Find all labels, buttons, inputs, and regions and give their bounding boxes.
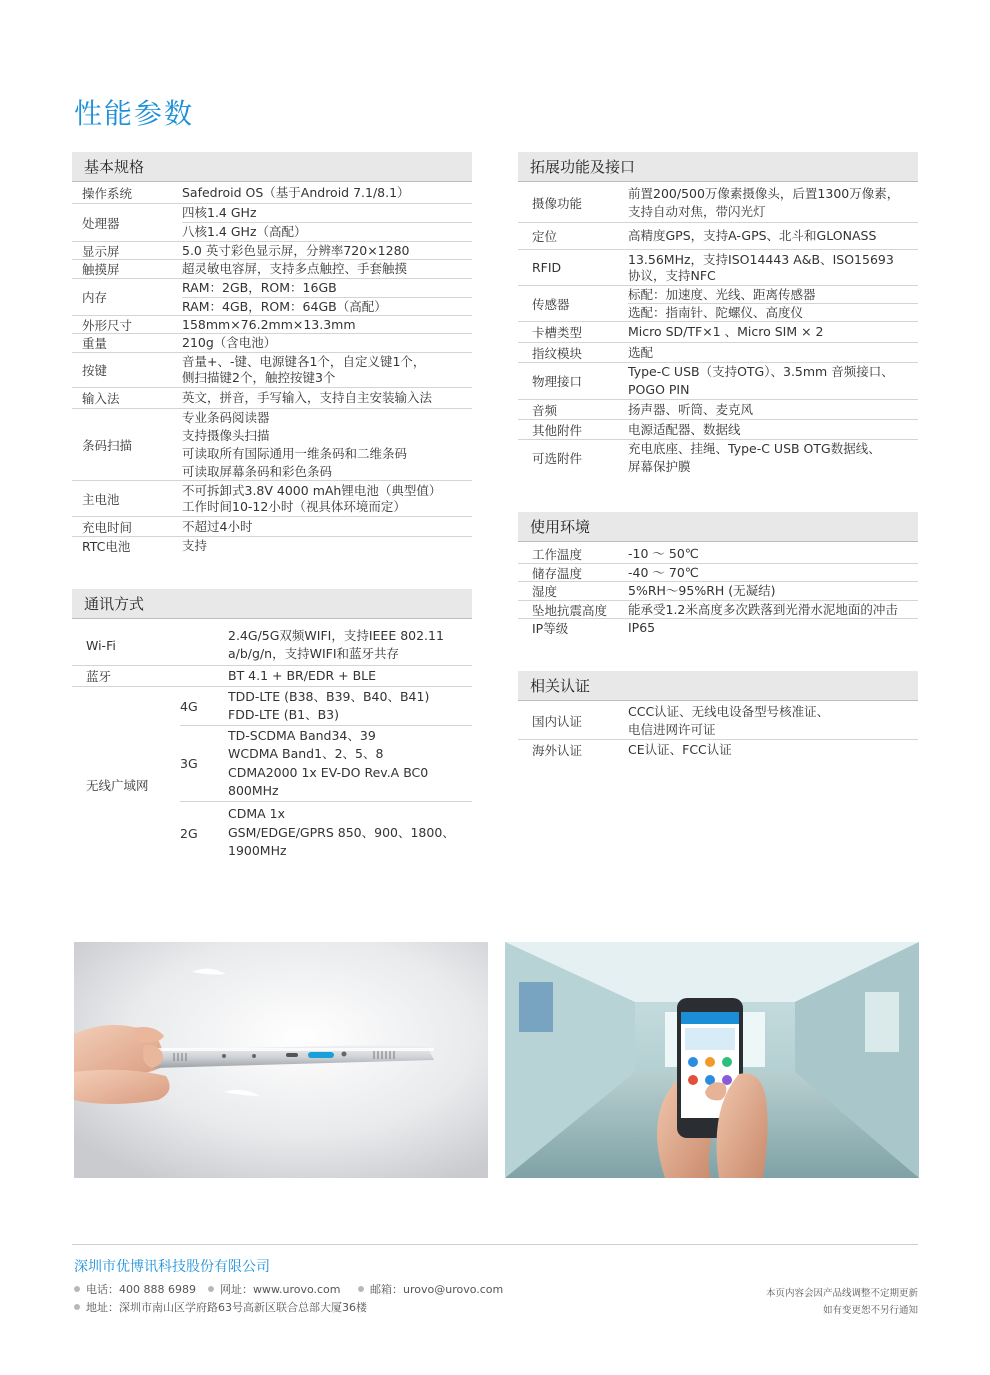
spec-label: 外形尺寸 xyxy=(82,317,133,333)
section-basic-header: 基本规格 xyxy=(72,152,472,182)
ext-row-camera xyxy=(518,183,918,223)
wan-3g xyxy=(180,726,472,802)
spec-row-touch xyxy=(72,260,472,279)
page-title: 性能参数 xyxy=(74,97,195,130)
spec-label: 音频 xyxy=(532,402,558,418)
spec-value: 支持 xyxy=(182,538,208,553)
spec-value: 5%RH～95%RH (无凝结) xyxy=(628,583,776,598)
ext-row-opt xyxy=(518,440,918,476)
spec-value: GSM/EDGE/GPRS 850、900、1800、 xyxy=(228,824,455,840)
spec-row-weight xyxy=(72,334,472,353)
cert-row-domestic xyxy=(518,703,918,740)
spec-row-os xyxy=(72,183,472,204)
address-text: 地址：深圳市南山区学府路63号高新区联合总部大厦36楼 xyxy=(86,1301,367,1314)
ext-row-port xyxy=(518,363,918,400)
comm-row-wan xyxy=(72,687,472,883)
spec-label: 内存 xyxy=(82,290,108,305)
spec-value: Type-C USB（支持OTG）、3.5mm 音频接口、 xyxy=(628,364,894,379)
spec-label: 输入法 xyxy=(82,391,120,406)
spec-value: TD-SCDMA Band34、39 xyxy=(228,727,376,743)
spec-value: 侧扫描键2个，触控按键3个 xyxy=(182,370,336,385)
spec-label: 摄像功能 xyxy=(532,195,583,211)
env-row-drop xyxy=(518,601,918,619)
contact-address xyxy=(74,1299,367,1315)
spec-value: Safedroid OS（基于Android 7.1/8.1） xyxy=(182,185,410,200)
spec-label: 储存温度 xyxy=(532,565,583,581)
spec-value: 158mm×76.2mm×13.3mm xyxy=(182,316,356,332)
wan-gen-label: 4G xyxy=(180,698,198,714)
ext-row-sensor xyxy=(518,286,918,322)
spec-value: -10 ～ 50℃ xyxy=(628,546,699,561)
spec-value: BT 4.1 + BR/EDR + BLE xyxy=(228,668,377,683)
ext-row-slot xyxy=(518,322,918,343)
spec-row-keys xyxy=(72,353,472,388)
spec-label: Wi-Fi xyxy=(86,637,116,653)
spec-value: 协议，支持NFC xyxy=(628,267,716,283)
spec-label: 条码扫描 xyxy=(82,437,133,453)
bullet-dot-icon xyxy=(74,1286,80,1292)
spec-label: 湿度 xyxy=(532,584,558,599)
cert-spec-table xyxy=(518,703,918,760)
web-link[interactable]: 网址：www.urovo.com xyxy=(220,1283,341,1296)
section-ext-header: 拓展功能及接口 xyxy=(518,152,918,182)
spec-row-charge xyxy=(72,517,472,537)
spec-value: 能承受1.2米高度多次跌落到光滑水泥地面的冲击 xyxy=(628,601,898,617)
spec-value: 选配 xyxy=(628,344,654,360)
disclaimer xyxy=(766,1285,918,1316)
spec-label: 无线广域网 xyxy=(86,778,149,793)
spec-label: 处理器 xyxy=(82,215,120,231)
spec-label: 重量 xyxy=(82,336,108,351)
spec-label: 国内认证 xyxy=(532,714,583,729)
spec-value: 可读取屏幕条码和彩色条码 xyxy=(182,463,333,479)
section-comm-header: 通讯方式 xyxy=(72,589,472,619)
env-spec-table xyxy=(518,545,918,637)
spec-value: CDMA2000 1x EV-DO Rev.A BC0 xyxy=(228,764,429,780)
product-side-illustration xyxy=(74,942,488,1178)
spec-value: 210g（含电池） xyxy=(182,335,277,350)
spec-value: 标配：加速度、光线、距离传感器 xyxy=(628,286,918,304)
env-row-humid xyxy=(518,582,918,601)
spec-row-memory xyxy=(72,279,472,316)
spec-row-size xyxy=(72,316,472,334)
spec-label: 蓝牙 xyxy=(86,669,112,684)
spec-value: -40 ～ 70℃ xyxy=(628,564,699,580)
hospital-usage-photo xyxy=(505,942,919,1178)
env-row-store xyxy=(518,564,918,582)
spec-value: FDD-LTE (B1、B3) xyxy=(228,707,340,722)
ext-row-finger xyxy=(518,343,918,363)
ext-row-rfid xyxy=(518,250,918,286)
spec-value: Micro SD/TF×1 、Micro SIM × 2 xyxy=(628,324,824,339)
spec-value: 前置200/500万像素摄像头，后置1300万像素， xyxy=(628,185,900,201)
spec-value: 2.4G/5G双频WIFI，支持IEEE 802.11 xyxy=(228,628,444,643)
comm-row-wifi xyxy=(72,625,472,666)
spec-value: 选配：指南针、陀螺仪、高度仪 xyxy=(628,305,804,320)
spec-value: TDD-LTE (B38、B39、B40、B41) xyxy=(228,688,430,704)
spec-label: 操作系统 xyxy=(82,186,133,201)
spec-value: 音量+、-键、电源键各1个，自定义键1个， xyxy=(182,354,426,369)
spec-value: 充电底座、挂绳、Type-C USB OTG数据线、 xyxy=(628,441,881,456)
cert-row-overseas xyxy=(518,740,918,760)
spec-label: IP等级 xyxy=(532,621,569,636)
company-name: 深圳市优博讯科技股份有限公司 xyxy=(74,1259,270,1275)
spec-value: 13.56MHz，支持ISO14443 A&B、ISO15693 xyxy=(628,251,894,267)
ext-row-acc xyxy=(518,420,918,440)
spec-label: 坠地抗震高度 xyxy=(532,602,608,618)
hospital-usage-illustration xyxy=(505,942,919,1178)
spec-row-scan xyxy=(72,409,472,481)
spec-row-input xyxy=(72,388,472,409)
wan-gen-label: 2G xyxy=(180,825,198,841)
spec-label: 定位 xyxy=(532,229,558,244)
spec-value: 电源适配器、数据线 xyxy=(628,421,741,437)
spec-label: 主电池 xyxy=(82,491,120,507)
spec-row-display xyxy=(72,242,472,260)
spec-row-battery xyxy=(72,481,472,517)
spec-value: 800MHz xyxy=(228,783,279,798)
spec-value: RAM：2GB，ROM：16GB xyxy=(182,279,472,298)
ext-spec-table xyxy=(518,183,918,476)
spec-value: IP65 xyxy=(628,620,656,635)
spec-label: 工作温度 xyxy=(532,547,583,562)
ext-row-gps xyxy=(518,223,918,250)
spec-value: 可读取所有国际通用一维条码和二维条码 xyxy=(182,445,408,461)
spec-value: 超灵敏电容屏，支持多点触控、手套触摸 xyxy=(182,261,408,276)
spec-value: 四核1.4 GHz xyxy=(182,204,472,223)
disclaimer-line: 本页内容会因产品线调整不定期更新 xyxy=(765,1288,918,1299)
spec-label: 充电时间 xyxy=(82,519,133,535)
spec-label: 传感器 xyxy=(532,296,570,312)
section-cert-header: 相关认证 xyxy=(518,671,918,701)
spec-value: 工作时间10-12小时（视具体环境而定） xyxy=(182,498,406,514)
spec-label: 海外认证 xyxy=(532,743,583,758)
bullet-dot-icon xyxy=(208,1286,214,1292)
spec-value: 专业条码阅读器 xyxy=(182,409,270,425)
spec-value: CDMA 1x xyxy=(228,806,286,822)
spec-value: POGO PIN xyxy=(628,382,690,397)
spec-label: 可选附件 xyxy=(532,451,583,466)
spec-value: 支持自动对焦，带闪光灯 xyxy=(628,203,766,219)
spec-value: CE认证、FCC认证 xyxy=(628,742,732,757)
spec-value: 5.0 英寸彩色显示屏，分辨率720×1280 xyxy=(182,242,410,258)
env-row-work xyxy=(518,545,918,564)
bullet-dot-icon xyxy=(74,1304,80,1310)
spec-value: 屏幕保护膜 xyxy=(628,459,691,474)
wan-4g xyxy=(180,687,472,726)
spec-label: 指纹模块 xyxy=(532,345,583,361)
spec-label: 按键 xyxy=(82,363,108,378)
env-row-ip xyxy=(518,619,918,637)
spec-value: 电信进网许可证 xyxy=(628,722,716,737)
spec-value: 支持摄像头扫描 xyxy=(182,427,270,443)
spec-label: RTC电池 xyxy=(82,539,131,554)
spec-value: 不可拆卸式3.8V 4000 mAh锂电池（典型值） xyxy=(182,482,442,498)
spec-value: CCC认证、无线电设备型号核准证、 xyxy=(628,704,830,719)
footer-divider xyxy=(72,1244,918,1245)
basic-spec-table xyxy=(72,183,472,555)
spec-value: 扬声器、听筒、麦克风 xyxy=(628,401,754,417)
wan-gen-label: 3G xyxy=(180,756,198,771)
spec-value: RAM：4GB，ROM：64GB（高配） xyxy=(182,299,387,314)
spec-value: 1900MHz xyxy=(228,843,287,859)
spec-value: 英文，拼音，手写输入，支持自主安装输入法 xyxy=(182,390,433,405)
spec-value: 不超过4小时 xyxy=(182,518,253,534)
spec-label: 物理接口 xyxy=(532,374,583,389)
phone-text: 电话：400 888 6989 xyxy=(86,1283,196,1296)
spec-label: 触摸屏 xyxy=(82,262,120,277)
product-side-photo xyxy=(74,942,488,1178)
spec-row-rtc xyxy=(72,537,472,555)
spec-value: a/b/g/n，支持WIFI和蓝牙共存 xyxy=(228,646,400,661)
wan-2g xyxy=(180,802,472,864)
spec-row-cpu xyxy=(72,204,472,242)
contact-email xyxy=(358,1281,503,1297)
spec-label: 显示屏 xyxy=(82,243,120,259)
spec-label: 其他附件 xyxy=(532,422,583,438)
contact-web xyxy=(208,1281,341,1297)
spec-value: 高精度GPS，支持A-GPS、北斗和GLONASS xyxy=(628,228,877,243)
spec-value: 八核1.4 GHz（高配） xyxy=(182,224,307,239)
email-link[interactable]: 邮箱：urovo@urovo.com xyxy=(370,1283,504,1296)
spec-label: 卡槽类型 xyxy=(532,325,583,340)
ext-row-audio xyxy=(518,400,918,420)
comm-row-bt xyxy=(72,666,472,687)
spec-value: WCDMA Band1、2、5、8 xyxy=(228,746,384,761)
bullet-dot-icon xyxy=(358,1286,364,1292)
section-env-header: 使用环境 xyxy=(518,512,918,542)
spec-label: RFID xyxy=(532,260,562,275)
disclaimer-line: 如有变更恕不另行通知 xyxy=(822,1305,918,1316)
comm-spec-table xyxy=(72,625,472,883)
contact-phone xyxy=(74,1281,196,1297)
